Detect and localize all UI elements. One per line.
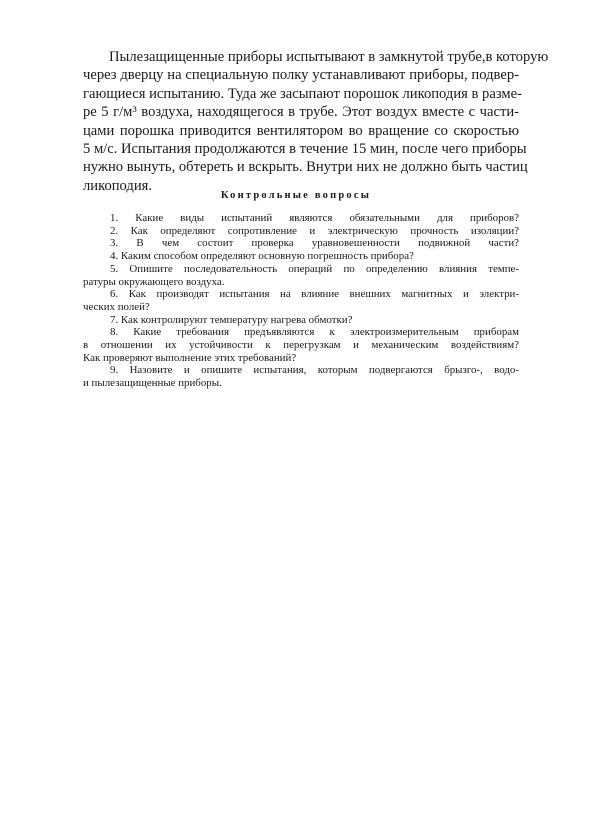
questions-list (83, 212, 519, 390)
paragraph-line: цами порошка приводится вентилятором во вращение со скоростью (83, 122, 519, 139)
question-line: 8. Какие требования предъявляются к электроизмерительным приборам (110, 326, 519, 339)
paragraph-line: ликоподия. (83, 177, 153, 194)
paragraph-line: Пылезащищенные приборы испытывают в замкнутой трубе,в которую (109, 49, 549, 65)
body-paragraph (83, 48, 549, 195)
paragraph-line: нужно вынуть, обтереть и вскрыть. Внутри них не должно быть частиц (83, 159, 528, 176)
question-line: 6. Как производят испытания на влияние внешних магнитных и электри- (110, 288, 519, 301)
question-line: 3. В чем состоит проверка уравновешенности подвижной части? (110, 237, 519, 250)
question-line: 5. Опишите последовательность операций по определению влияния темпе- (110, 262, 519, 275)
question-line: ческих полей? (83, 300, 150, 313)
question-line: 1. Какие виды испытаний являются обязательными для приборов? (110, 212, 519, 224)
question-line: ратуры окружающего воздуха. (83, 275, 225, 288)
question-line: 7. Как контролируют температуру нагрева обмотки? (110, 313, 353, 326)
paragraph-line: гающиеся испытанию. Туда же засыпают порошок ликоподия в разме- (83, 85, 522, 102)
question-line: и пылезащищенные приборы. (83, 377, 222, 390)
question-line: Как проверяют выполнение этих требований? (83, 351, 297, 364)
question-line: 9. Назовите и опишите испытания, которым подвергаются брызго-, водо- (110, 364, 519, 377)
question-line: 4. Каким способом определяют основную погрешность прибора? (110, 250, 414, 263)
paragraph-line: через дверцу на специальную полку устанавливают приборы, подвер- (83, 67, 519, 84)
section-title: Контрольные вопросы (220, 190, 372, 201)
paragraph-line: ре 5 г/м³ воздуха, находящегося в трубе. Этот воздух вместе с части- (83, 104, 519, 121)
question-line: 2. Как определяют сопротивление и электрическую прочность изоляции? (110, 224, 519, 237)
question-line: в отношении их устойчивости к перегрузкам и механическим воздействиям? (83, 339, 519, 352)
paragraph-line: 5 м/с. Испытания продолжаются в течение 15 мин, после чего приборы (83, 141, 527, 158)
